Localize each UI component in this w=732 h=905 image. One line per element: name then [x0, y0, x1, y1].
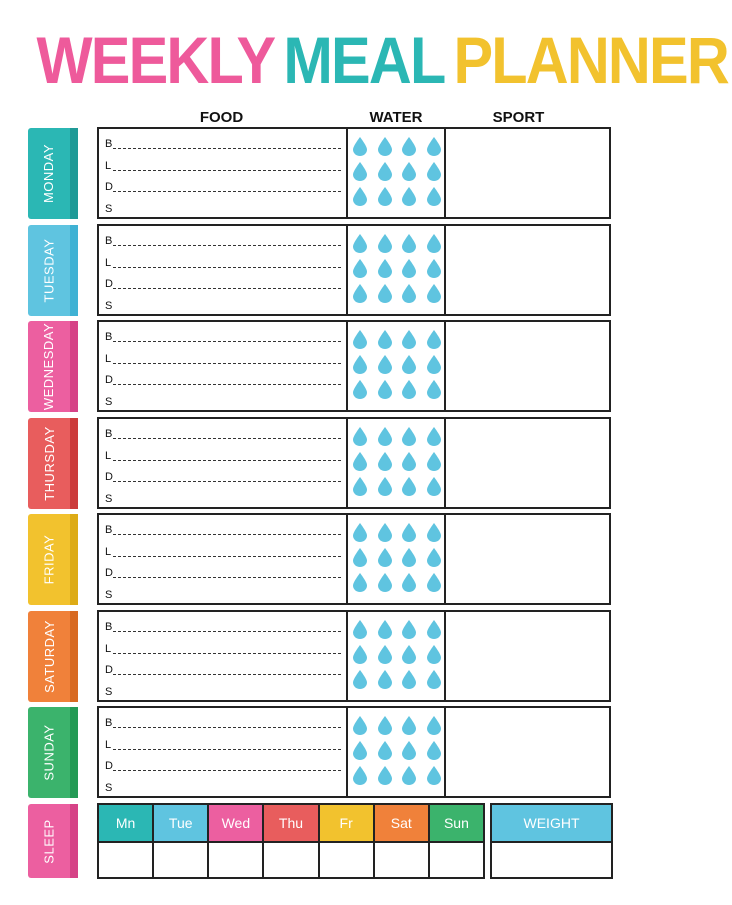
meal-letter: D [105, 664, 113, 676]
meal-letter: B [105, 524, 113, 536]
water-cell [348, 322, 446, 410]
water-drop-icon[interactable] [427, 477, 441, 496]
meal-entry-line[interactable] [105, 137, 341, 153]
water-drop-icon[interactable] [427, 523, 441, 542]
water-drop-icon[interactable] [427, 452, 441, 471]
day-tab-stripe [70, 418, 78, 509]
meal-entry-line[interactable] [105, 352, 341, 368]
water-drop-icon[interactable] [427, 766, 441, 785]
food-cell [99, 419, 348, 507]
meal-letter: L [105, 642, 112, 655]
water-drop-icon[interactable] [402, 330, 416, 349]
meal-letter: B [105, 717, 113, 729]
day-label: TUESDAY [41, 238, 57, 303]
water-drop-icon[interactable] [378, 137, 392, 156]
water-drop-icon[interactable] [402, 187, 416, 206]
meal-letter: L [105, 449, 112, 462]
water-drop-icon[interactable] [353, 355, 367, 374]
meal-entry-line[interactable] [105, 202, 341, 218]
dashed-line [113, 267, 341, 268]
day-tab-stripe [70, 611, 78, 702]
water-drop-icon[interactable] [353, 259, 367, 278]
dashed-line [113, 170, 341, 171]
water-drop-icon[interactable] [353, 452, 367, 471]
water-drop-icon[interactable] [402, 741, 416, 760]
sleep-hours-input[interactable] [320, 841, 373, 877]
sleep-day-header: Sun [430, 805, 483, 841]
water-drop-icon[interactable] [353, 427, 367, 446]
water-drop-icon[interactable] [353, 284, 367, 303]
day-label: SUNDAY [41, 724, 57, 781]
water-drop-icon[interactable] [353, 137, 367, 156]
water-drop-icon[interactable] [353, 766, 367, 785]
water-drop-icon[interactable] [402, 477, 416, 496]
meal-entry-line[interactable] [105, 738, 341, 754]
water-cell [348, 612, 446, 700]
water-drop-icon[interactable] [402, 645, 416, 664]
food-cell [99, 322, 348, 410]
dashed-line [113, 674, 341, 675]
meal-letter: D [105, 374, 113, 386]
water-drop-icon[interactable] [378, 259, 392, 278]
dashed-line [113, 288, 341, 289]
sleep-label: SLEEP [41, 818, 57, 864]
water-drop-icon[interactable] [378, 523, 392, 542]
water-drop-icon[interactable] [378, 427, 392, 446]
water-drop-icon[interactable] [378, 330, 392, 349]
dashed-line [113, 631, 341, 632]
day-row [97, 417, 611, 509]
day-row [97, 320, 611, 412]
food-cell [99, 226, 348, 314]
sport-cell[interactable] [446, 419, 609, 507]
food-cell [99, 129, 348, 217]
water-drop-icon[interactable] [378, 477, 392, 496]
water-drop-icon[interactable] [378, 380, 392, 399]
sleep-hours-input[interactable] [375, 841, 428, 877]
meal-entry-line[interactable] [105, 566, 341, 582]
water-drop-icon[interactable] [402, 380, 416, 399]
meal-letter: S [105, 202, 113, 215]
water-drop-icon[interactable] [402, 766, 416, 785]
water-drop-icon[interactable] [402, 355, 416, 374]
dashed-line [113, 245, 341, 246]
meal-letter: L [105, 738, 112, 751]
meal-entry-line[interactable] [105, 759, 341, 775]
water-drop-icon[interactable] [427, 137, 441, 156]
sleep-tab [28, 804, 78, 878]
meal-entry-line[interactable] [105, 180, 341, 196]
dashed-line [113, 191, 341, 192]
water-drop-icon[interactable] [353, 716, 367, 735]
meal-letter: L [105, 159, 112, 172]
day-tab-stripe [70, 707, 78, 798]
day-tab [28, 321, 78, 412]
meal-letter: L [105, 352, 112, 365]
sleep-day-cell [375, 805, 430, 877]
water-drop-icon[interactable] [353, 187, 367, 206]
water-drop-icon[interactable] [427, 741, 441, 760]
meal-entry-line[interactable] [105, 588, 341, 604]
meal-entry-line[interactable] [105, 159, 341, 175]
day-tab [28, 611, 78, 702]
water-cell [348, 708, 446, 796]
sport-cell[interactable] [446, 515, 609, 603]
dashed-line [113, 534, 341, 535]
meal-entry-line[interactable] [105, 373, 341, 389]
meal-letter: D [105, 278, 113, 290]
meal-letter: S [105, 588, 113, 601]
water-drop-icon[interactable] [378, 573, 392, 592]
sleep-hours-input[interactable] [264, 841, 317, 877]
meal-entry-line[interactable] [105, 330, 341, 346]
water-drop-icon[interactable] [353, 477, 367, 496]
dashed-line [113, 460, 341, 461]
dashed-line [113, 438, 341, 439]
meal-letter: S [105, 299, 113, 312]
meal-entry-line[interactable] [105, 663, 341, 679]
day-tab [28, 514, 78, 605]
water-drop-icon[interactable] [402, 670, 416, 689]
dashed-line [113, 363, 341, 364]
meal-letter: S [105, 395, 113, 408]
water-cell [348, 515, 446, 603]
water-drop-icon[interactable] [353, 573, 367, 592]
day-label: THURSDAY [41, 426, 57, 501]
sleep-hours-input[interactable] [430, 841, 483, 877]
dashed-line [113, 148, 341, 149]
water-drop-icon[interactable] [427, 187, 441, 206]
title-word-planner: PLANNER [453, 23, 728, 97]
water-drop-icon[interactable] [378, 716, 392, 735]
meal-entry-line[interactable] [105, 395, 341, 411]
water-drop-icon[interactable] [378, 766, 392, 785]
meal-entry-line[interactable] [105, 716, 341, 732]
meal-entry-line[interactable] [105, 781, 341, 797]
dashed-line [113, 384, 341, 385]
water-drop-icon[interactable] [353, 162, 367, 181]
water-drop-icon[interactable] [378, 548, 392, 567]
meal-letter: S [105, 685, 113, 698]
day-label: FRIDAY [41, 534, 57, 585]
water-drop-icon[interactable] [378, 284, 392, 303]
weight-header: WEIGHT [492, 805, 611, 843]
water-cell [348, 129, 446, 217]
sleep-tracker [97, 803, 485, 879]
water-drop-icon[interactable] [402, 716, 416, 735]
meal-entry-line[interactable] [105, 427, 341, 443]
dashed-line [113, 653, 341, 654]
meal-entry-line[interactable] [105, 470, 341, 486]
dashed-line [113, 481, 341, 482]
water-drop-icon[interactable] [427, 234, 441, 253]
water-drop-icon[interactable] [402, 259, 416, 278]
sleep-day-cell [320, 805, 375, 877]
water-drop-icon[interactable] [427, 380, 441, 399]
meal-entry-line[interactable] [105, 642, 341, 658]
food-cell [99, 515, 348, 603]
title-word-weekly: WEEKLY [36, 23, 275, 97]
day-tab [28, 418, 78, 509]
sleep-hours-input[interactable] [99, 841, 152, 877]
day-tab-stripe [70, 321, 78, 412]
sleep-day-header: Wed [209, 805, 262, 841]
sport-cell[interactable] [446, 226, 609, 314]
water-drop-icon[interactable] [353, 330, 367, 349]
day-label: MONDAY [41, 143, 57, 204]
meal-letter: D [105, 760, 113, 772]
dashed-line [113, 556, 341, 557]
water-drop-icon[interactable] [402, 452, 416, 471]
meal-entry-line[interactable] [105, 256, 341, 272]
meal-entry-line[interactable] [105, 492, 341, 508]
sport-cell[interactable] [446, 129, 609, 217]
water-drop-icon[interactable] [378, 355, 392, 374]
water-cell [348, 419, 446, 507]
sleep-day-header: Fr [320, 805, 373, 841]
water-drop-icon[interactable] [427, 355, 441, 374]
dashed-line [113, 749, 341, 750]
sleep-day-header: Sat [375, 805, 428, 841]
meal-entry-line[interactable] [105, 234, 341, 250]
water-drop-icon[interactable] [353, 380, 367, 399]
title-word-meal: MEAL [283, 23, 445, 97]
meal-letter: L [105, 256, 112, 269]
water-drop-icon[interactable] [427, 330, 441, 349]
day-tab-stripe [70, 514, 78, 605]
sleep-day-cell [99, 805, 154, 877]
water-drop-icon[interactable] [402, 573, 416, 592]
water-drop-icon[interactable] [402, 620, 416, 639]
water-drop-icon[interactable] [402, 137, 416, 156]
dashed-line [113, 727, 341, 728]
food-cell [99, 612, 348, 700]
water-drop-icon[interactable] [378, 162, 392, 181]
water-drop-icon[interactable] [378, 620, 392, 639]
sleep-day-cell [430, 805, 483, 877]
meal-letter: D [105, 181, 113, 193]
meal-entry-line[interactable] [105, 685, 341, 701]
water-drop-icon[interactable] [427, 284, 441, 303]
meal-letter: S [105, 492, 113, 505]
day-row [97, 224, 611, 316]
sport-cell[interactable] [446, 612, 609, 700]
water-drop-icon[interactable] [378, 741, 392, 760]
water-drop-icon[interactable] [402, 427, 416, 446]
meal-letter: B [105, 138, 113, 150]
meal-letter: B [105, 621, 113, 633]
day-tab [28, 128, 78, 219]
sport-column-header: SPORT [492, 109, 545, 126]
day-row [97, 610, 611, 702]
water-drop-icon[interactable] [353, 548, 367, 567]
sleep-day-header: Thu [264, 805, 317, 841]
food-cell [99, 708, 348, 796]
water-drop-icon[interactable] [427, 620, 441, 639]
water-cell [348, 226, 446, 314]
sleep-hours-input[interactable] [154, 841, 207, 877]
day-row [97, 127, 611, 219]
sleep-day-cell [154, 805, 209, 877]
day-row [97, 513, 611, 605]
meal-entry-line[interactable] [105, 545, 341, 561]
water-drop-icon[interactable] [378, 452, 392, 471]
weight-box [490, 803, 613, 879]
sport-cell[interactable] [446, 708, 609, 796]
day-tab-stripe [70, 225, 78, 316]
water-drop-icon[interactable] [353, 620, 367, 639]
water-drop-icon[interactable] [427, 427, 441, 446]
water-drop-icon[interactable] [353, 741, 367, 760]
water-drop-icon[interactable] [353, 670, 367, 689]
day-tab-stripe [70, 128, 78, 219]
water-drop-icon[interactable] [378, 645, 392, 664]
meal-letter: B [105, 428, 113, 440]
water-drop-icon[interactable] [378, 187, 392, 206]
dashed-line [113, 770, 341, 771]
water-column-header: WATER [369, 109, 423, 126]
water-drop-icon[interactable] [427, 573, 441, 592]
water-drop-icon[interactable] [353, 234, 367, 253]
day-label: WEDNESDAY [41, 322, 57, 411]
water-drop-icon[interactable] [353, 645, 367, 664]
sleep-day-header: Mn [99, 805, 152, 841]
water-drop-icon[interactable] [353, 523, 367, 542]
meal-letter: L [105, 545, 112, 558]
water-drop-icon[interactable] [402, 523, 416, 542]
meal-entry-line[interactable] [105, 620, 341, 636]
water-drop-icon[interactable] [427, 670, 441, 689]
water-drop-icon[interactable] [402, 234, 416, 253]
meal-letter: D [105, 567, 113, 579]
water-drop-icon[interactable] [378, 234, 392, 253]
page-title [32, 23, 728, 97]
meal-entry-line[interactable] [105, 299, 341, 315]
water-drop-icon[interactable] [378, 670, 392, 689]
meal-entry-line[interactable] [105, 449, 341, 465]
meal-letter: S [105, 781, 113, 794]
water-drop-icon[interactable] [427, 716, 441, 735]
sleep-day-cell [264, 805, 319, 877]
day-tab [28, 707, 78, 798]
day-row [97, 706, 611, 798]
water-drop-icon[interactable] [427, 645, 441, 664]
sleep-day-header: Tue [154, 805, 207, 841]
meal-letter: B [105, 331, 113, 343]
dashed-line [113, 577, 341, 578]
dashed-line [113, 341, 341, 342]
sleep-day-cell [209, 805, 264, 877]
food-column-header: FOOD [199, 109, 244, 126]
water-drop-icon[interactable] [427, 162, 441, 181]
day-tab [28, 225, 78, 316]
water-drop-icon[interactable] [427, 548, 441, 567]
meal-letter: B [105, 235, 113, 247]
sport-cell[interactable] [446, 322, 609, 410]
sleep-hours-input[interactable] [209, 841, 262, 877]
weight-input[interactable] [492, 843, 611, 879]
meal-entry-line[interactable] [105, 523, 341, 539]
meal-letter: D [105, 471, 113, 483]
meal-entry-line[interactable] [105, 277, 341, 293]
water-drop-icon[interactable] [427, 259, 441, 278]
water-drop-icon[interactable] [402, 162, 416, 181]
water-drop-icon[interactable] [402, 548, 416, 567]
day-label: SATURDAY [41, 620, 57, 693]
water-drop-icon[interactable] [402, 284, 416, 303]
